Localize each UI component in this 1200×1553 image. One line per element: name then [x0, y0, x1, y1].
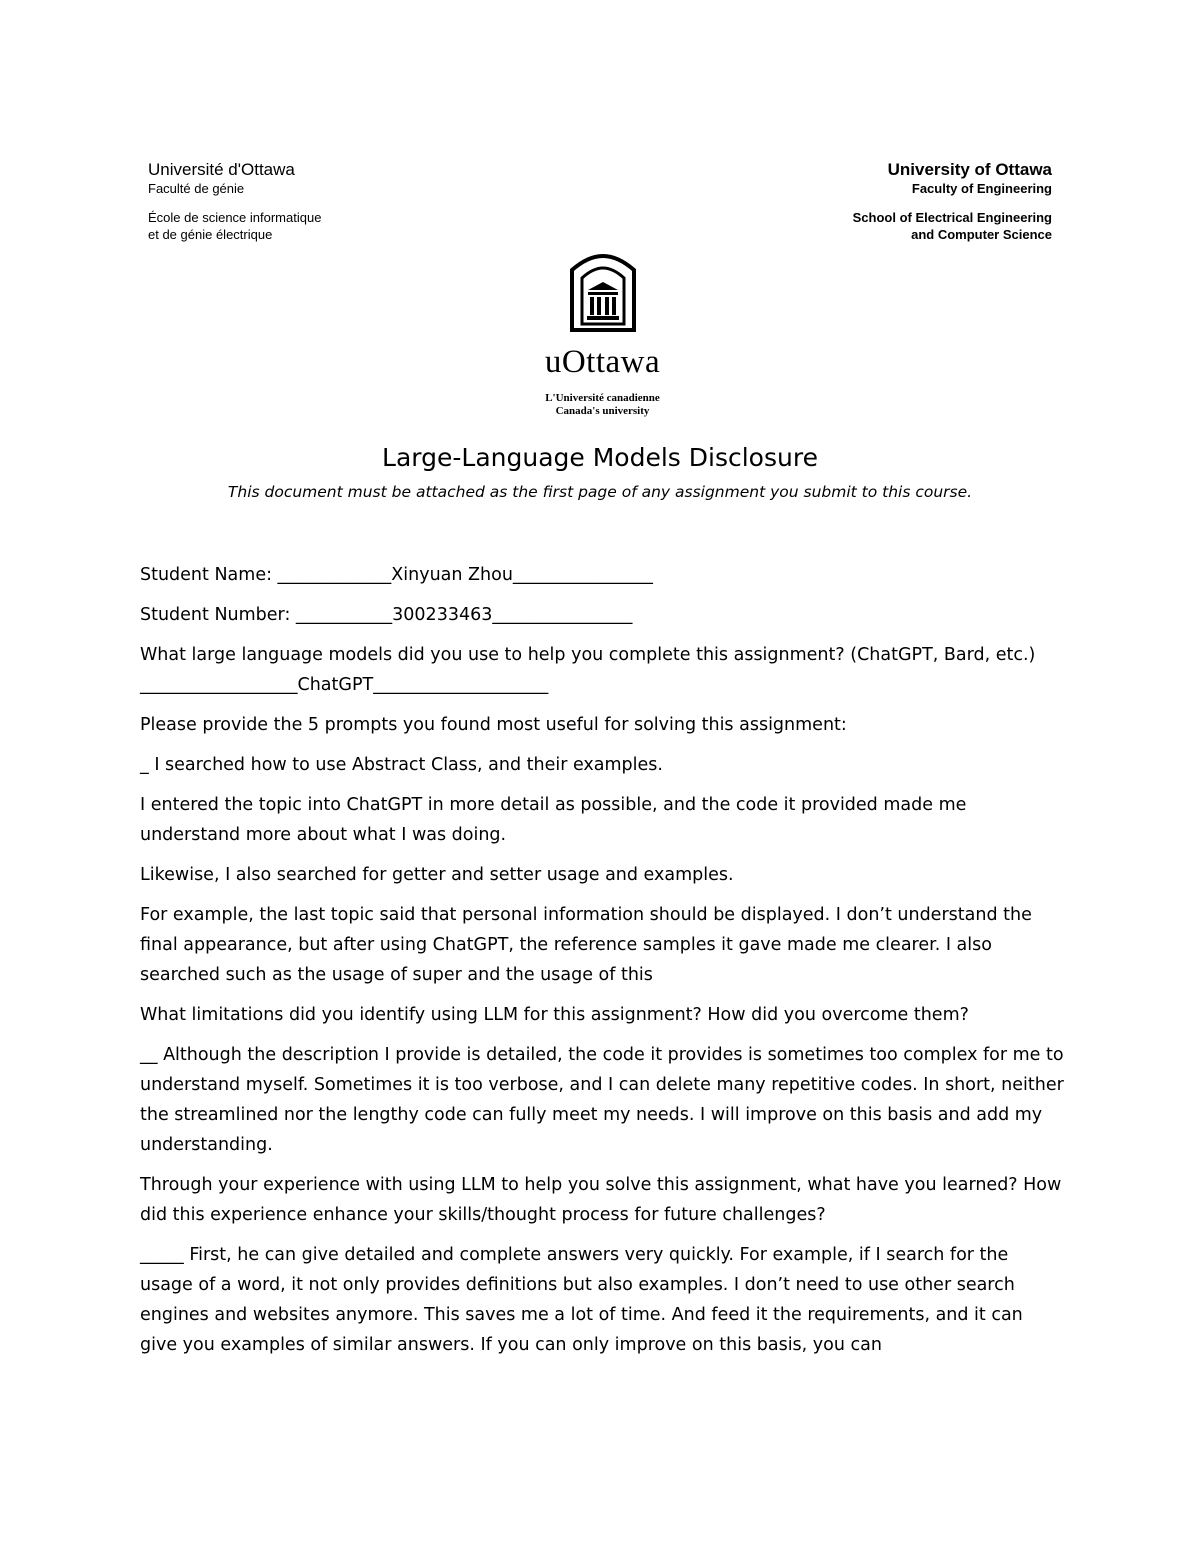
answer-learned: _____ First, he can give detailed and complete answers very quickly. For example, if I search for the usage of a word, it not only provides definitions but also examples. I don’t need to use other search engines and websites anymore. This saves me a lot of time. And feed it the requirements, and it can give you examples of similar answers. If you can only improve on this basis, you can: [140, 1245, 1023, 1355]
student-name-line: Student Name: _____________Xinyuan Zhou________________: [140, 565, 653, 585]
tagline-en: Canada's university: [555, 405, 650, 417]
tagline-fr: L'Université canadienne: [545, 392, 660, 404]
disclosure-form: [140, 560, 1065, 1370]
logo-tagline: [530, 392, 675, 418]
answer-prompts-paragraph-3: Likewise, I also searched for getter and setter usage and examples.: [140, 865, 734, 885]
question-limitations: What limitations did you identify using LLM for this assignment? How did you overcome them?: [140, 1005, 969, 1025]
document-subtitle: This document must be attached as the first page of any assignment you submit to this course.: [227, 483, 973, 501]
header-french: [148, 160, 321, 243]
school-line2-fr: et de génie électrique: [148, 227, 273, 242]
header-english: [853, 160, 1052, 243]
faculty-name-en: Faculty of Engineering: [911, 181, 1052, 196]
question-useful-prompts: Please provide the 5 prompts you found most useful for solving this assignment:: [140, 715, 847, 735]
student-number-line: Student Number: ___________300233463________________: [140, 605, 633, 625]
school-line2-en: and Computer Science: [911, 227, 1052, 242]
document-title: Large-Language Models Disclosure: [382, 443, 818, 472]
school-name-en: [853, 209, 1052, 243]
school-name-fr: [148, 209, 321, 243]
answer-prompts-paragraph-1: _ I searched how to use Abstract Class, and their examples.: [140, 755, 663, 775]
school-line1-fr: École de science informatique: [148, 210, 322, 225]
uottawa-logo: [530, 252, 675, 418]
faculty-name-fr: Faculté de génie: [148, 181, 245, 196]
question-learned: Through your experience with using LLM to help you solve this assignment, what have you learned? How did this experience enhance your skills/thought process for future challenges?: [140, 1175, 1062, 1225]
answer-models-used: __________________ChatGPT____________________: [140, 675, 549, 695]
university-name-en: University of Ottawa: [887, 160, 1052, 179]
answer-prompts-paragraph-2: I entered the topic into ChatGPT in more detail as possible, and the code it provided made me understand more about what I was doing.: [140, 795, 967, 845]
school-line1-en: School of Electrical Engineering: [852, 210, 1052, 225]
question-models-used: What large language models did you use to help you complete this assignment? (ChatGPT, Bard, etc.): [140, 645, 1036, 665]
uottawa-wordmark: uOttawa: [544, 344, 661, 380]
university-building-icon: [568, 252, 638, 332]
university-name-fr: Université d'Ottawa: [148, 160, 295, 179]
answer-limitations: __ Although the description I provide is detailed, the code it provides is sometimes too complex for me to understand myself. Sometimes it is too verbose, and I can delete many repetitive codes. In short, neither the streamlined nor the lengthy code can fully meet my needs. I will improve on this basis and add my understanding.: [140, 1045, 1064, 1155]
answer-prompts-paragraph-4: For example, the last topic said that personal information should be displayed. I don’t understand the final appearance, but after using ChatGPT, the reference samples it gave made me clearer. I also searched such as the usage of super and the usage of this: [140, 905, 1032, 985]
